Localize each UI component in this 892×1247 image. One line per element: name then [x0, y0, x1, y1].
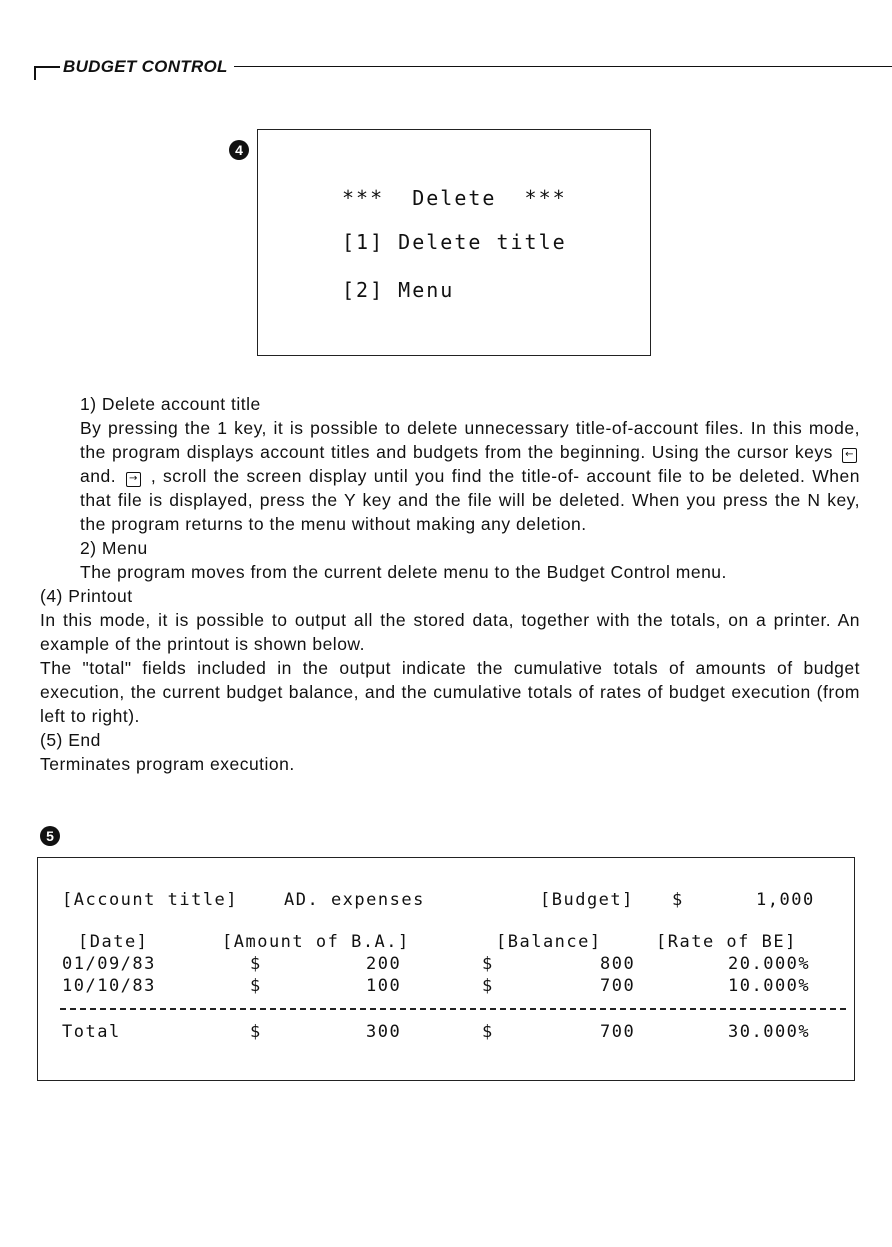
printout-screen — [37, 857, 855, 1081]
row-1-amount: 200 — [366, 954, 402, 974]
total-currency-amount: $ — [250, 1022, 262, 1042]
menu-option: [2] Menu — [342, 278, 455, 302]
page-title: BUDGET CONTROL — [60, 56, 231, 78]
total-label: Total — [62, 1022, 121, 1042]
paragraph-delete-description — [40, 416, 860, 536]
section-printout: (4) Printout — [40, 586, 133, 606]
header-bracket — [34, 66, 62, 80]
section-end: (5) End — [40, 730, 101, 750]
column-header-amount: [Amount of B.A.] — [222, 932, 410, 952]
left-arrow-key-icon: ← — [842, 448, 857, 463]
section-menu: 2) Menu — [80, 538, 148, 558]
paragraph-menu-description: The program moves from the current delete menu to the Budget Control menu. — [80, 562, 727, 582]
column-header-date: [Date] — [78, 932, 149, 952]
row-2-currency-amount: $ — [250, 976, 262, 996]
header-rule — [234, 66, 892, 67]
account-title-label: [Account title] — [62, 890, 239, 910]
paragraph-printout-description: In this mode, it is possible to output all the stored data, together with the totals, on a printer. An example of the printout is shown below. — [40, 610, 860, 654]
row-1-date: 01/09/83 — [62, 954, 156, 974]
row-2-rate: 10.000% — [728, 976, 811, 996]
page-header — [34, 56, 892, 80]
total-rate: 30.000% — [728, 1022, 811, 1042]
delete-title-option: [1] Delete title — [342, 230, 567, 254]
budget-currency: $ — [672, 890, 684, 910]
row-2-date: 10/10/83 — [62, 976, 156, 996]
total-currency-balance: $ — [482, 1022, 494, 1042]
paragraph-delete-part-c: , scroll the screen display until you find the title-of- account file to be deleted. When that file is displayed, press the Y key and the file will be deleted. When you press the N key, the program returns to the menu without making any deletion. — [80, 466, 860, 534]
row-1-rate: 20.000% — [728, 954, 811, 974]
paragraph-end-description: Terminates program execution. — [40, 754, 295, 774]
paragraph-total-description: The "total" fields included in the output indicate the cumulative totals of amounts of budget execution, the current budget balance, and the cumulative totals of rates of budget execution (from left to right). — [40, 658, 860, 726]
delete-menu-title: *** Delete *** — [342, 186, 567, 210]
column-header-balance: [Balance] — [496, 932, 602, 952]
body-text — [40, 392, 860, 776]
row-1-currency-balance: $ — [482, 954, 494, 974]
budget-value: 1,000 — [756, 890, 815, 910]
column-header-rate: [Rate of BE] — [656, 932, 797, 952]
row-2-amount: 100 — [366, 976, 402, 996]
row-1-currency-amount: $ — [250, 954, 262, 974]
delete-menu-screen — [257, 129, 651, 356]
total-balance: 700 — [600, 1022, 636, 1042]
figure-5-badge: 5 — [40, 826, 60, 846]
account-title-value: AD. expenses — [284, 890, 425, 910]
total-amount: 300 — [366, 1022, 402, 1042]
section-delete-account-title: 1) Delete account title — [80, 394, 261, 414]
paragraph-delete-part-a: By pressing the 1 key, it is possible to delete unnecessary title-of-account files. In this mode, the program displays account titles and budgets from the beginning. Using the cursor keys — [80, 418, 860, 462]
row-1-balance: 800 — [600, 954, 636, 974]
budget-label: [Budget] — [540, 890, 634, 910]
right-arrow-key-icon: → — [126, 472, 141, 487]
row-2-currency-balance: $ — [482, 976, 494, 996]
row-2-balance: 700 — [600, 976, 636, 996]
total-separator — [60, 1008, 846, 1010]
paragraph-delete-part-b: and. — [80, 466, 117, 486]
figure-4-badge: 4 — [229, 140, 249, 160]
